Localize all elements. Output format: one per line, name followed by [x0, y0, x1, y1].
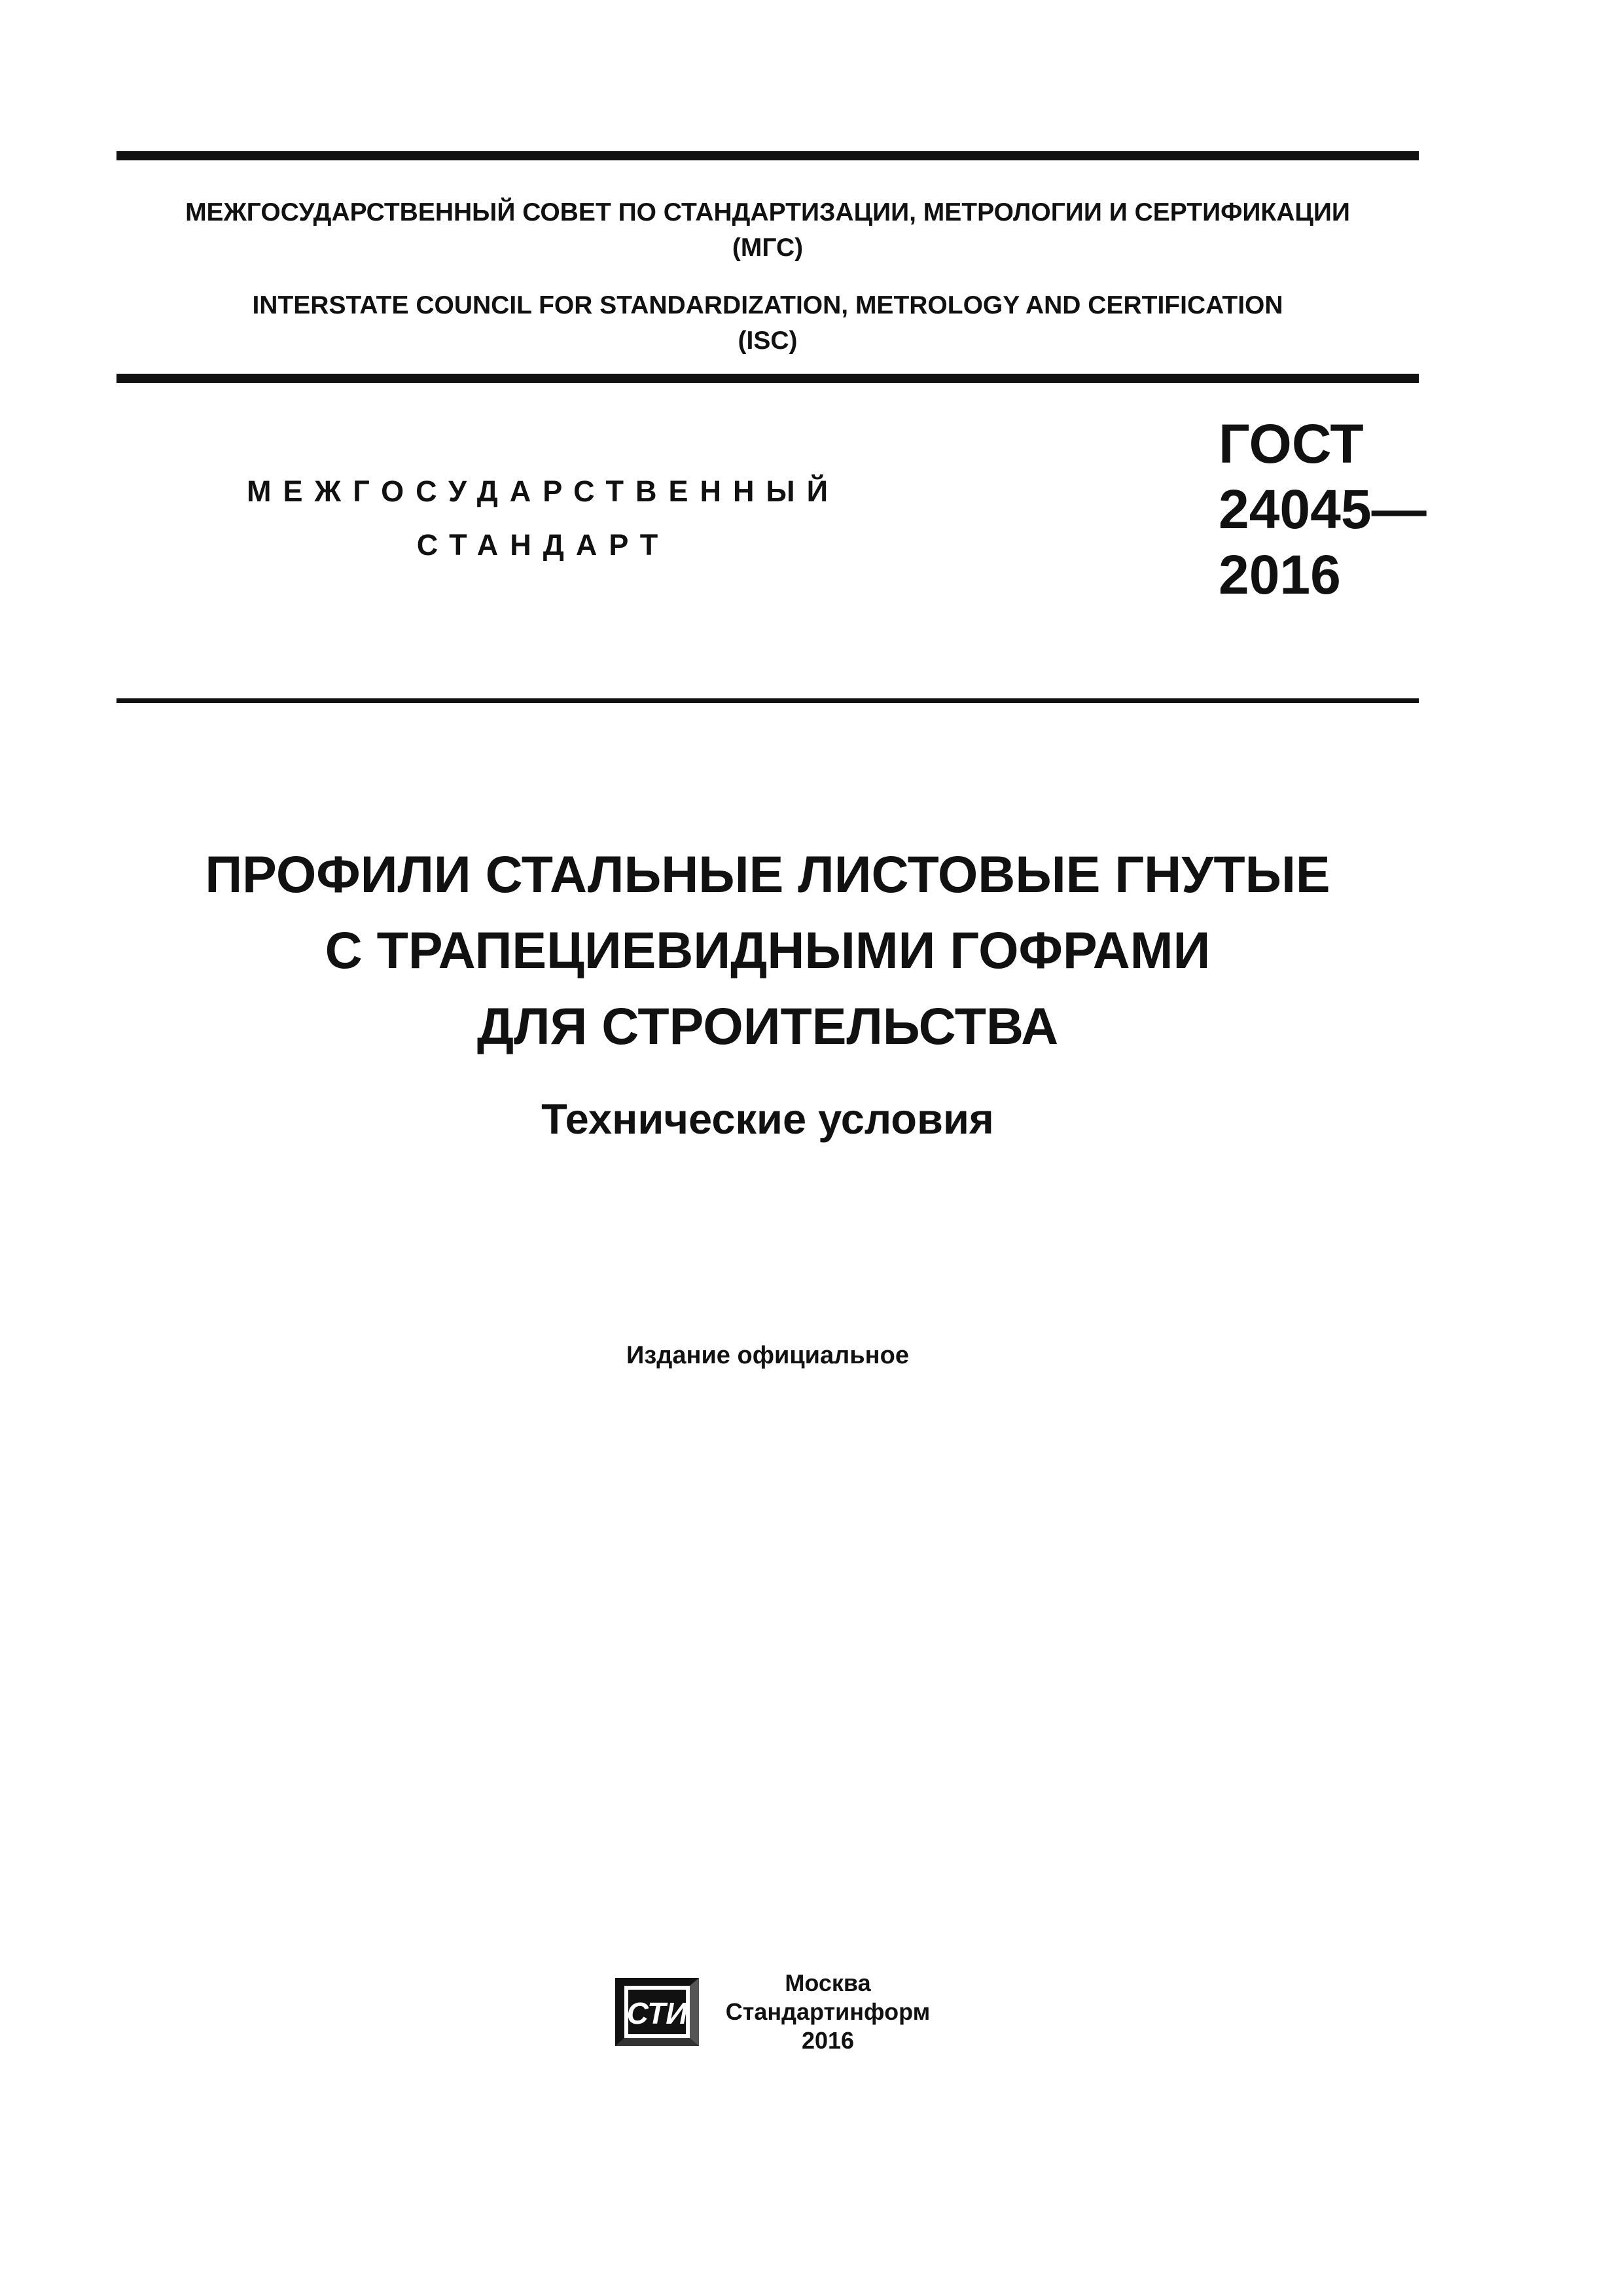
publisher-city: Москва — [785, 1969, 871, 1996]
gost-designation — [1219, 411, 1427, 607]
document-title — [116, 836, 1419, 1064]
logo-text: СТИ — [626, 1996, 688, 2030]
document-title-line3: ДЛЯ СТРОИТЕЛЬСТВА — [476, 997, 1059, 1055]
council-header — [116, 195, 1419, 359]
standartinform-logo-icon — [609, 1973, 705, 2053]
edition-label: Издание официальное — [626, 1342, 909, 1369]
council-name-ru: МЕЖГОСУДАРСТВЕННЫЙ СОВЕТ ПО СТАНДАРТИЗАЦИИ, МЕТРОЛОГИИ И СЕРТИФИКАЦИИ — [185, 198, 1350, 226]
document-title-line2: С ТРАПЕЦИЕВИДНЫМИ ГОФРАМИ — [325, 921, 1211, 979]
council-name-en: INTERSTATE COUNCIL FOR STANDARDIZATION, METROLOGY AND CERTIFICATION — [252, 291, 1283, 319]
middle-rule — [116, 374, 1419, 383]
document-subtitle: Технические условия — [541, 1095, 994, 1143]
standard-type-line2: СТАНДАРТ — [416, 528, 670, 562]
document-title-line1: ПРОФИЛИ СТАЛЬНЫЕ ЛИСТОВЫЕ ГНУТЫЕ — [205, 845, 1330, 903]
top-rule — [116, 151, 1419, 160]
standard-type-line1: МЕЖГОСУДАРСТВЕННЫЙ — [247, 475, 840, 508]
publisher-year: 2016 — [801, 2027, 855, 2054]
gost-year: 2016 — [1219, 544, 1341, 605]
standard-type — [216, 465, 870, 572]
publisher-block — [720, 1969, 936, 2055]
gost-prefix: ГОСТ — [1219, 413, 1364, 475]
publisher-name: Стандартинформ — [725, 1998, 931, 2025]
council-abbr-ru: (МГС) — [732, 234, 804, 262]
gost-number: 24045— — [1219, 478, 1427, 540]
lower-rule — [116, 698, 1419, 703]
council-abbr-en: (ISC) — [738, 327, 798, 355]
